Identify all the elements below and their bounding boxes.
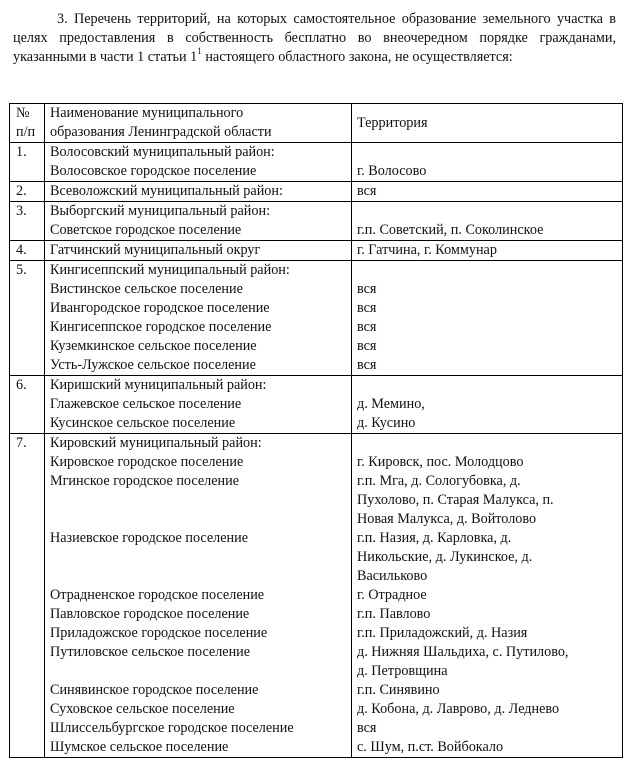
territory-line: г. Отрадное — [357, 587, 427, 603]
table-row — [10, 434, 623, 758]
territory-line: вся — [357, 281, 377, 297]
municipality-line: Кусинское сельское поселение — [50, 415, 236, 431]
row-municipality — [45, 241, 352, 261]
territory-line: вся — [357, 183, 377, 199]
municipality-line: Суховское сельское поселение — [50, 701, 235, 717]
row-territory — [352, 143, 623, 182]
territory-line: Пухолово, п. Старая Малукса, п. — [357, 492, 554, 508]
territory-line — [357, 376, 618, 395]
header-num-line: п/п — [16, 124, 36, 140]
municipality-line — [50, 548, 347, 567]
territory-line: г.п. Мга, д. Сологубовка, д. — [357, 473, 521, 489]
row-municipality — [45, 143, 352, 182]
row-number: 5. — [10, 261, 45, 376]
row-municipality — [45, 182, 352, 202]
header-num-line: № — [16, 105, 30, 121]
intro-text: 3. Перечень территорий, на которых самостоятельное образование земельного участка в целях предоставления в собственность бесплатно во внеочередном порядке гражданами, указанными в части 1 статьи 1 — [13, 11, 616, 65]
territory-table — [9, 103, 623, 758]
territory-line: г.п. Синявино — [357, 682, 440, 698]
row-number: 6. — [10, 376, 45, 434]
territory-line — [357, 434, 618, 453]
territory-line — [357, 143, 618, 162]
territory-line — [357, 261, 618, 280]
row-territory — [352, 182, 623, 202]
territory-line — [357, 202, 618, 221]
municipality-line: Назиевское городское поселение — [50, 530, 249, 546]
municipality-line: Ивангородское городское поселение — [50, 300, 270, 316]
territory-line: д. Кобона, д. Лаврово, д. Леднево — [357, 701, 560, 717]
table-row — [10, 143, 623, 182]
territory-line: д. Мемино, — [357, 396, 425, 412]
territory-line: с. Шум, п.ст. Войбокало — [357, 739, 504, 755]
municipality-line: Кировское городское поселение — [50, 454, 244, 470]
header-name-line: образования Ленинградской области — [50, 124, 272, 140]
territory-line: г.п. Назия, д. Карловка, д. — [357, 530, 512, 546]
municipality-line: Волосовское городское поселение — [50, 163, 257, 179]
row-territory — [352, 241, 623, 261]
row-territory — [352, 376, 623, 434]
municipality-line: Мгинское городское поселение — [50, 473, 240, 489]
header-name-line: Наименование муниципального — [50, 105, 244, 121]
header-num — [10, 104, 45, 143]
municipality-line: Советское городское поселение — [50, 222, 242, 238]
municipality-line: Вистинское сельское поселение — [50, 281, 243, 297]
municipality-line: Выборгский муниципальный район: — [50, 203, 271, 219]
municipality-line — [50, 662, 347, 681]
municipality-line: Кингисеппский муниципальный район: — [50, 262, 290, 278]
table-header-row — [10, 104, 623, 143]
territory-line: Васильково — [357, 568, 428, 584]
territory-line: г. Волосово — [357, 163, 427, 179]
municipality-line: Приладожское городское поселение — [50, 625, 268, 641]
territory-line: г. Гатчина, г. Коммунар — [357, 242, 497, 258]
municipality-line: Путиловское сельское поселение — [50, 644, 251, 660]
row-territory — [352, 202, 623, 241]
municipality-line: Синявинское городское поселение — [50, 682, 259, 698]
row-municipality — [45, 202, 352, 241]
municipality-line: Кировский муниципальный район: — [50, 435, 262, 451]
territory-line: г.п. Павлово — [357, 606, 431, 622]
municipality-line — [50, 567, 347, 586]
row-number: 2. — [10, 182, 45, 202]
row-number: 1. — [10, 143, 45, 182]
territory-line: вся — [357, 720, 377, 736]
table-row — [10, 376, 623, 434]
row-territory — [352, 261, 623, 376]
municipality-line: Киришский муниципальный район: — [50, 377, 267, 393]
municipality-line: Павловское городское поселение — [50, 606, 250, 622]
municipality-line: Шлиссельбургское городское поселение — [50, 720, 294, 736]
territory-line: д. Петровщина — [357, 663, 448, 679]
territory-line: вся — [357, 338, 377, 354]
municipality-line: Шумское сельское поселение — [50, 739, 229, 755]
row-number: 7. — [10, 434, 45, 758]
municipality-line: Куземкинское сельское поселение — [50, 338, 257, 354]
municipality-line: Кингисеппское городское поселение — [50, 319, 272, 335]
municipality-line: Гатчинский муниципальный округ — [50, 242, 261, 258]
row-territory — [352, 434, 623, 758]
header-territory-label: Территория — [357, 114, 428, 131]
table-row — [10, 182, 623, 202]
territory-line: вся — [357, 319, 377, 335]
municipality-line: Всеволожский муниципальный район: — [50, 183, 283, 199]
table-row — [10, 261, 623, 376]
intro-superscript: 1 — [197, 46, 202, 57]
table-row — [10, 241, 623, 261]
municipality-line: Волосовский муниципальный район: — [50, 144, 275, 160]
territory-line: г. Кировск, пос. Молодцово — [357, 454, 524, 470]
municipality-line — [50, 510, 347, 529]
municipality-line: Глажевское сельское поселение — [50, 396, 242, 412]
municipality-line: Усть-Лужское сельское поселение — [50, 357, 256, 373]
territory-line: вся — [357, 357, 377, 373]
intro-text-end: настоящего областного закона, не осуществляется: — [201, 49, 513, 65]
row-number: 3. — [10, 202, 45, 241]
territory-line: д. Кусино — [357, 415, 416, 431]
municipality-line — [50, 491, 347, 510]
territory-line: Никольские, д. Лукинское, д. — [357, 549, 533, 565]
municipality-line: Отрадненское городское поселение — [50, 587, 265, 603]
territory-line: вся — [357, 300, 377, 316]
territory-line: д. Нижняя Шальдиха, с. Путилово, — [357, 644, 569, 660]
header-name — [45, 104, 352, 143]
row-number: 4. — [10, 241, 45, 261]
intro-paragraph — [13, 10, 616, 67]
header-territory — [352, 104, 623, 143]
table-row — [10, 202, 623, 241]
row-municipality — [45, 261, 352, 376]
territory-line: г.п. Приладожский, д. Назия — [357, 625, 528, 641]
row-municipality — [45, 434, 352, 758]
row-municipality — [45, 376, 352, 434]
territory-line: Новая Малукса, д. Войтолово — [357, 511, 537, 527]
territory-line: г.п. Советский, п. Соколинское — [357, 222, 544, 238]
